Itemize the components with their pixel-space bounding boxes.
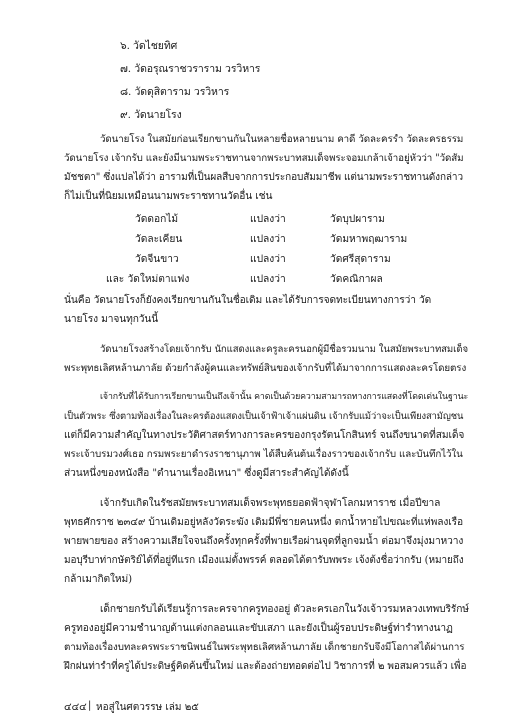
paragraph-line: พระเจ้าบรมวงศ์เธอ กรมพระยาดำรงราชานุภาพ ได้สืบค้นต้นเรื่องราวของเจ้ากรับ และบันทึกไว้ใน: [64, 449, 463, 460]
paragraph-line: เด็กชายกรับได้เรียนรู้การละครจากครูทองอยู่ ตัวละครเอกในวังเจ้าวรมหลวงเทพบริรักษ์: [100, 604, 469, 615]
list-item: ๘. วัดดุสิตาราม วรวิหาร: [120, 86, 230, 98]
new-name: วัดบุปผาราม: [330, 214, 385, 225]
translation-word: แปลงว่า: [250, 214, 286, 225]
paragraph-line: มอบุรีบาท่ากษัตริย์ได้ที่อยู่ทีแรก เมืองแม่ตั้งพรรค์ ตลอดได้ตารับพพระ เจ้งต้งชื่อว่ากรับ (หมายถึง: [64, 555, 464, 566]
old-name: วัดละเคียน: [135, 234, 183, 245]
new-name: วัดมหาพฤฒาราม: [330, 234, 408, 245]
paragraph-line: ครูทองอยู่มีความชำนาญด้านแต่งกลอนและขับเสภา และยังเป็นผู้รอบประดิษฐ์ท่ารำทางนาฏ: [64, 623, 453, 634]
paragraph-line: พายพายของ สร้างความเสียใจจนถึงครั้งทุกครั้งที่พายเรือผ่านจุดที่ลูกจมน้ำ ต่อมาจึงมุ่งมาหวาง: [64, 536, 464, 547]
running-footer-title: หอสู่ในศตวรรษ เล่ม ๒๕: [96, 702, 199, 713]
paragraph-line: เป็นตัวพระ ซึ่งตามท้องเรื่องในละครต้องแสดงเป็นเจ้าฟ้าเจ้าแผ่นดิน เจ้ากรับแม้ว่าจะเป็นเพียงสามัญชน: [64, 411, 464, 422]
list-item: ๗. วัดอรุณราชวราราม วรวิหาร: [120, 63, 261, 75]
paragraph-line: กล้าเมากิตใหม่): [64, 574, 133, 585]
paragraph-line: เจ้ากรับที่ได้รับการเรียกขานเป็นถึงเจ้านั้น คาดเป็นด้วยความสามารถทางการแสดงที่โดดเด่นในฐานะ: [100, 392, 469, 402]
list-item: ๙. วัดนายโรง: [120, 109, 182, 121]
new-name: วัดคณิกาผล: [330, 274, 383, 285]
paragraph-line: มัชชตา" ซึ่งแปลได้ว่า อารามที่เป็นผลสืบจากการประกอบสัมมาชีพ แต่นามพระราชทานดังกล่าว: [64, 172, 463, 183]
paragraph-line: วัดนายโรง เจ้ากรับ และยังมีนามพระราชทานจากพระบาทสมเด็จพระจอมเกล้าเจ้าอยู่หัวว่า "วัดสัม: [64, 153, 464, 164]
page-number: ๔๔๔: [64, 702, 87, 713]
new-name: วัดศรีสุดาราม: [330, 254, 391, 265]
paragraph-line: วัดนายโรง ในสมัยก่อนเรียกขานกันในหลายชื่อหลายนาม คาดี วัดละครรำ วัดละครธรรม: [100, 134, 464, 145]
paragraph-line: แต่ก็มีความสำคัญในทางประวัติศาสตร์ทางการละครของกรุงรัตนโกสินทร์ จนถึงขนาดที่สมเด็จ: [64, 430, 465, 441]
paragraph-line: วัดนายโรงสร้างโดยเจ้ากรับ นักแสดงและครูละครนอกผู้มีชื่อรวมนาม ในสมัยพระบาทสมเด็จ: [100, 344, 468, 355]
paragraph-line: พุทธศักราช ๒๓๔๙ บ้านเดิมอยู่หลังวัดระฆัง เดิมมีพี่ชายคนหนึ่ง ตกน้ำหายไปขณะที่แห่พลงเรือ: [64, 517, 464, 528]
old-name: วัดดอกไม้: [135, 214, 179, 225]
paragraph-line: เจ้ากรับเกิดในรัชสมัยพระบาทสมเด็จพระพุทธยอดฟ้าจุฬาโลกมหาราช เมื่อปีขาล: [100, 498, 441, 509]
paragraph-line: ส่วนหนึ่งของหนังสือ "ตำนานเรื่องอิเหนา" ซึ่งดูมีสาระสำคัญได้ดังนี้: [64, 468, 349, 479]
paragraph-line: ฝึกฝนท่ารำที่ครูได้ประดิษฐ์คิดค้นขึ้นใหม่ และต้องถ่ายทอดต่อไป วิชาการที่ ๒ พอสมควรแล้ว เพื่อ: [64, 661, 467, 672]
list-item: ๖. วัดไชยทิศ: [120, 40, 178, 52]
paragraph-line: นายโรง มาจนทุกวันนี้: [64, 314, 159, 325]
paragraph-line: พระพุทธเลิศหล้านภาลัย ด้วยกำลังผู้คนและทรัพย์สินของเจ้ากรับที่ได้มาจากการแสดงละครโดยตรง: [64, 363, 467, 374]
paragraph-line: ตามท้องเรื่องบทละครพระราชนิพนธ์ในพระพุทธเลิศหล้านภาลัย เด็กชายกรับจึงมีโอกาสได้ผ่านการ: [64, 642, 465, 653]
translation-word: แปลงว่า: [250, 254, 286, 265]
translation-word: แปลงว่า: [250, 274, 286, 285]
old-name: และ วัดใหม่ตาแฟง: [106, 274, 190, 285]
paragraph-line: ก็ไม่เป็นที่นิยมเหมือนนามพระราชทานวัดอื่น เช่น: [64, 191, 273, 202]
old-name: วัดจีนขาว: [135, 254, 179, 265]
footer-separator: |: [88, 700, 92, 711]
translation-word: แปลงว่า: [250, 234, 286, 245]
paragraph-line: นั่นคือ วัดนายโรงก็ยังคงเรียกขานกันในชื่อเดิม และได้รับการจดทะเบียนทางการว่า วัด: [64, 295, 432, 306]
